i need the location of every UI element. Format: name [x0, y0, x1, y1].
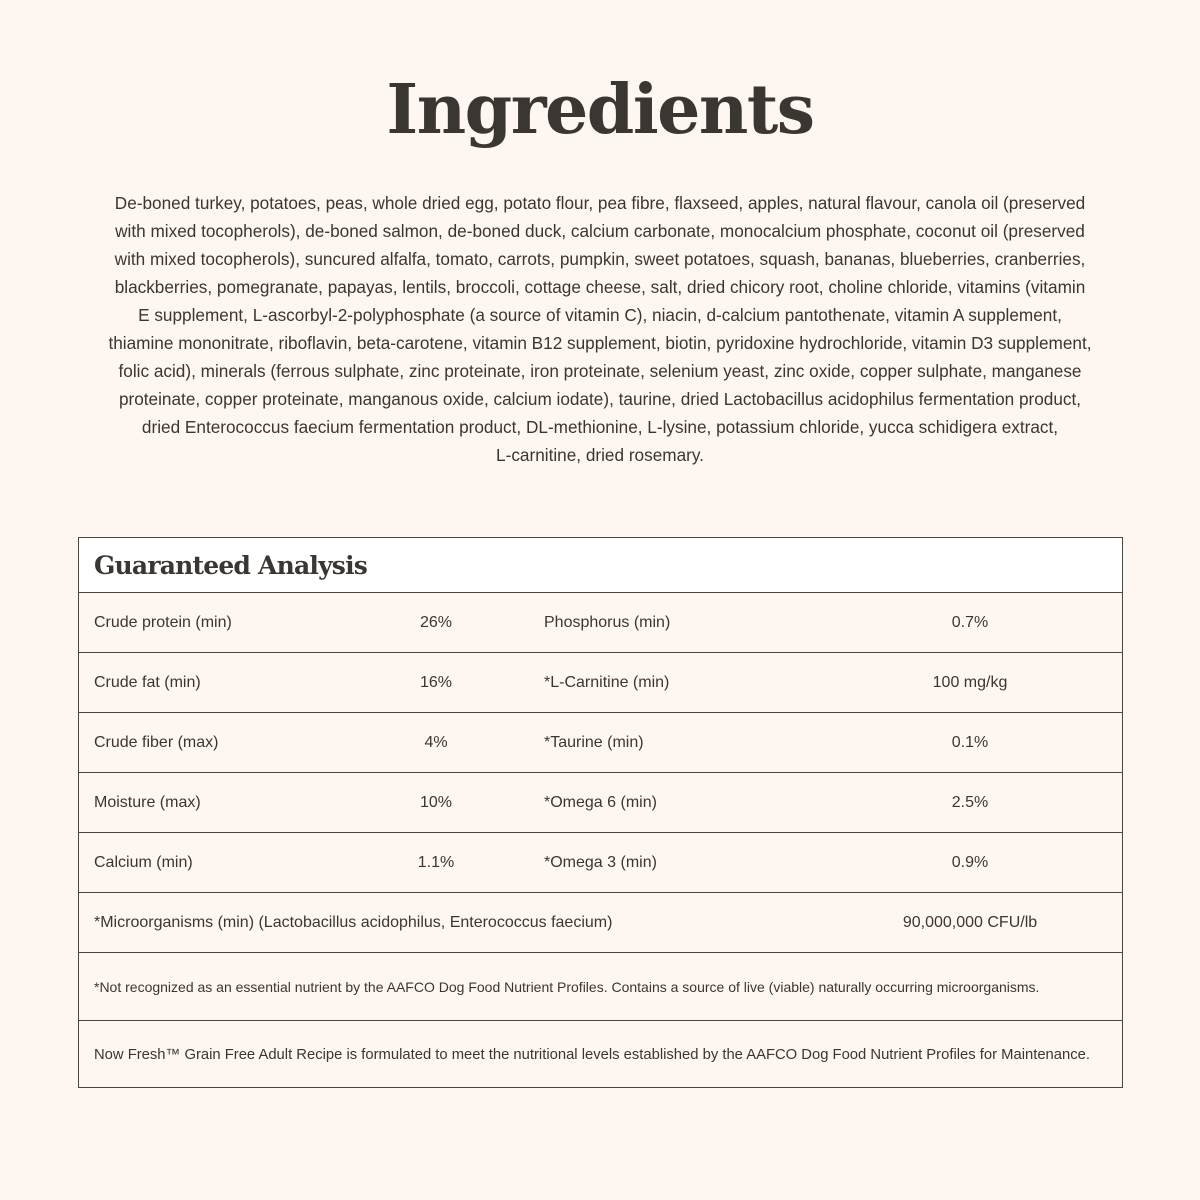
nutrient-value-text: 100 mg/kg — [932, 673, 1008, 691]
ingredients-line: E supplement, L-ascorbyl-2-polyphosphate (a source of vitamin C), niacin, d-calcium pantothenate, vitamin A supplement, — [138, 305, 1062, 325]
nutrient-name: Crude protein (min) — [94, 613, 232, 631]
table-row — [79, 833, 1122, 893]
analysis-title: Guaranteed Analysis — [94, 550, 368, 580]
footnote — [79, 953, 1122, 1021]
ingredients-line: De-boned turkey, potatoes, peas, whole dried egg, potato flour, pea fibre, flaxseed, apples, natural flavour, canola oil (preserved — [114, 193, 1086, 213]
ingredients-line: proteinate, copper proteinate, manganous oxide, calcium iodate), taurine, dried Lactobacillus acidophilus fermentation product, — [118, 389, 1082, 409]
nutrient-value-text: 4% — [424, 733, 448, 751]
nutrient-value-text: 26% — [419, 613, 453, 631]
ingredients-list — [70, 189, 1130, 469]
nutrient-name: Crude fat (min) — [94, 673, 201, 691]
nutrient-name: Phosphorus (min) — [544, 613, 671, 631]
nutrient-name: Crude fiber (max) — [94, 733, 219, 751]
microorganisms-value-text: 90,000,000 CFU/lb — [902, 913, 1038, 931]
aafco-statement — [79, 1021, 1122, 1088]
nutrient-name: *Taurine (min) — [544, 733, 644, 751]
table-row — [79, 653, 1122, 713]
table-row — [79, 773, 1122, 833]
nutrient-name: Calcium (min) — [94, 853, 193, 871]
nutrient-value-text: 0.7% — [951, 613, 989, 631]
ingredients-line: with mixed tocopherols), de-boned salmon, de-boned duck, calcium carbonate, monocalcium phosphate, coconut oil (preserved — [115, 221, 1085, 241]
table-row — [79, 593, 1122, 653]
analysis-header — [79, 538, 1122, 593]
ingredients-line: with mixed tocopherols), suncured alfalfa, tomato, carrots, pumpkin, sweet potatoes, squash, bananas, blueberries, cranberries, — [114, 249, 1086, 269]
nutrient-value-text: 16% — [419, 673, 453, 691]
nutrient-value-text: 0.9% — [951, 853, 989, 871]
nutrient-value-text: 0.1% — [951, 733, 989, 751]
ingredients-line: L-carnitine, dried rosemary. — [496, 445, 704, 465]
microorganisms-row — [79, 893, 1122, 953]
footnote-text: *Not recognized as an essential nutrient by the AAFCO Dog Food Nutrient Profiles. Contains a source of live (viable) naturally occurring microorganisms. — [94, 978, 1040, 995]
nutrient-value-text: 10% — [419, 793, 453, 811]
nutrient-value-text: 2.5% — [951, 793, 989, 811]
nutrient-name: *Omega 3 (min) — [544, 853, 657, 871]
ingredients-line: blackberries, pomegranate, papayas, lentils, broccoli, cottage cheese, salt, dried chicory root, choline chloride, vitamins (vitamin — [114, 277, 1086, 297]
page-title: Ingredients — [386, 70, 814, 150]
ingredients-line: thiamine mononitrate, riboflavin, beta-carotene, vitamin B12 supplement, biotin, pyridoxine hydrochloride, vitamin D3 supplement, — [108, 333, 1092, 353]
nutrient-value-text: 1.1% — [417, 853, 455, 871]
nutrient-name: Moisture (max) — [94, 793, 201, 811]
table-row — [79, 713, 1122, 773]
aafco-statement-text: Now Fresh™ Grain Free Adult Recipe is formulated to meet the nutritional levels established by the AAFCO Dog Food Nutrient Profiles for Maintenance. — [94, 1046, 1090, 1063]
guaranteed-analysis-table — [78, 537, 1123, 1088]
ingredients-line: dried Enterococcus faecium fermentation product, DL-methionine, L-lysine, potassium chloride, yucca schidigera extract, — [141, 417, 1059, 437]
ingredients-line: folic acid), minerals (ferrous sulphate, zinc proteinate, iron proteinate, selenium yeast, zinc oxide, copper sulphate, manganese — [118, 361, 1082, 381]
nutrient-name: *Omega 6 (min) — [544, 793, 657, 811]
microorganisms-name: *Microorganisms (min) (Lactobacillus acidophilus, Enterococcus faecium) — [94, 913, 613, 931]
nutrient-name: *L-Carnitine (min) — [544, 673, 670, 691]
